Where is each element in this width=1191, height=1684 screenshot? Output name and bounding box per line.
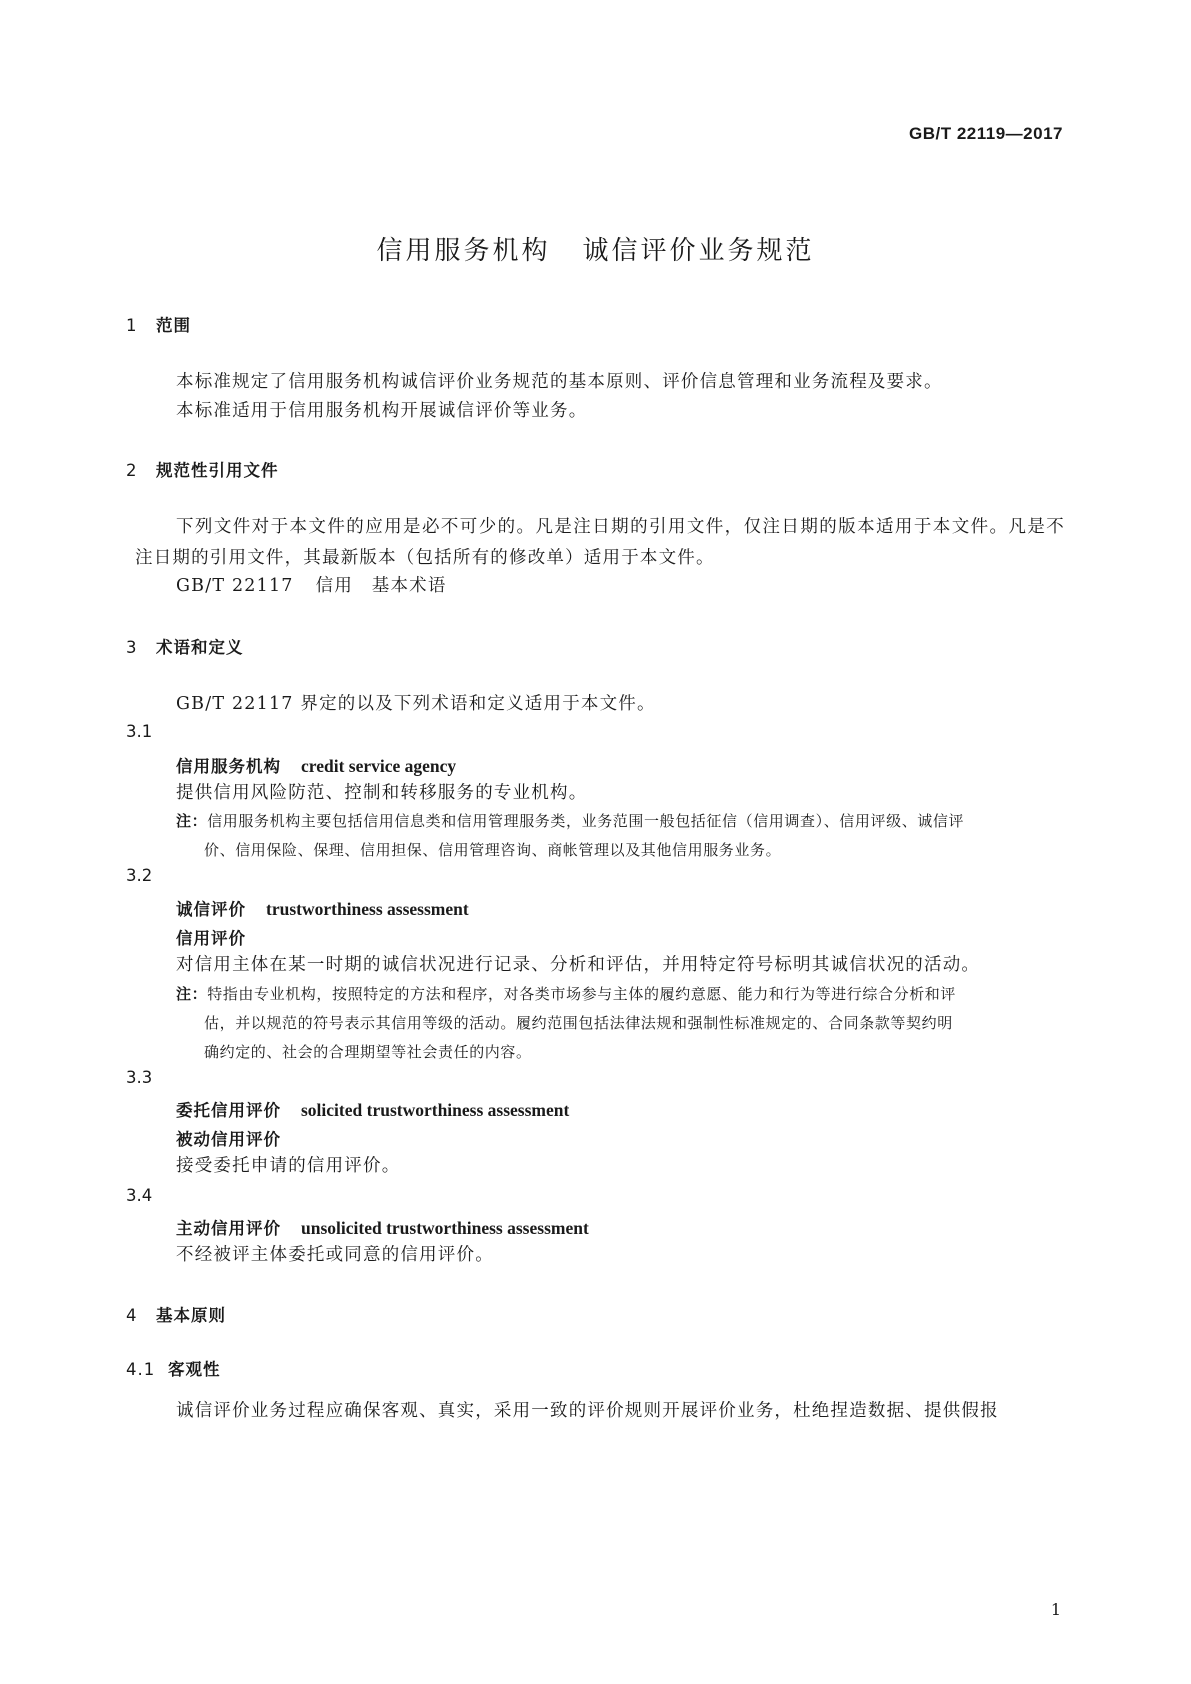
section-number: 1 (126, 316, 138, 335)
normative-reference (176, 571, 447, 602)
term-en: credit service agency (301, 756, 457, 776)
term-note (176, 980, 1064, 1067)
note-label: 注： (176, 985, 208, 1003)
subsection-title: 客观性 (168, 1360, 221, 1379)
section-title: 规范性引用文件 (156, 461, 279, 480)
term-en: unsolicited trustworthiness assessment (301, 1218, 589, 1238)
section-3-heading (126, 634, 244, 658)
reference-code: GB/T 22117 (176, 576, 294, 596)
section-1-heading (126, 312, 191, 336)
term-en: solicited trustworthiness assessment (301, 1100, 570, 1120)
note-line: 确约定的、社会的合理期望等社会责任的内容。 (204, 1043, 532, 1061)
term-number: 3.1 (126, 722, 153, 741)
term-heading (176, 753, 456, 777)
section-title: 基本原则 (156, 1306, 226, 1325)
reference-name: 信用 基本术语 (315, 576, 447, 596)
section-1-paragraph-1: 本标准规定了信用服务机构诚信评价业务规范的基本原则、评价信息管理和业务流程及要求。 (176, 372, 943, 392)
section-2-heading (126, 457, 279, 481)
title-part-1: 信用服务机构 (376, 236, 551, 266)
title-part-2: 诚信评价业务规范 (582, 236, 815, 266)
term-number: 3.4 (126, 1186, 153, 1205)
note-line: 估，并以规范的符号表示其信用等级的活动。履约范围包括法律法规和强制性标准规定的、合同条款等契约明 (204, 1014, 953, 1032)
subsection-4-1-heading (126, 1356, 221, 1380)
term-synonym: 信用评价 (176, 929, 246, 948)
term-zh: 诚信评价 (176, 900, 246, 919)
term-definition: 不经被评主体委托或同意的信用评价。 (176, 1245, 494, 1265)
note-label: 注： (176, 812, 208, 830)
term-definition: 对信用主体在某一时期的诚信状况进行记录、分析和评估，并用特定符号标明其诚信状况的活动。 (176, 955, 981, 975)
section-1-paragraph-2: 本标准适用于信用服务机构开展诚信评价等业务。 (176, 401, 588, 421)
section-number: 3 (126, 638, 138, 657)
term-zh: 委托信用评价 (176, 1101, 281, 1120)
term-en: trustworthiness assessment (266, 899, 469, 919)
term-note (176, 807, 1064, 865)
page-number: 1 (1050, 1600, 1061, 1619)
term-heading (176, 1097, 569, 1121)
term-definition: 提供信用风险防范、控制和转移服务的专业机构。 (176, 783, 588, 803)
section-title: 范围 (156, 316, 191, 335)
term-zh: 主动信用评价 (176, 1219, 281, 1238)
section-title: 术语和定义 (156, 638, 244, 657)
subsection-number: 4.1 (126, 1360, 156, 1379)
term-synonym: 被动信用评价 (176, 1130, 281, 1149)
subsection-4-1-paragraph: 诚信评价业务过程应确保客观、真实，采用一致的评价规则开展评价业务，杜绝捏造数据、提供假报 (176, 1401, 999, 1421)
section-4-heading (126, 1302, 226, 1326)
term-number: 3.3 (126, 1068, 153, 1087)
note-line: 特指由专业机构，按照特定的方法和程序，对各类市场参与主体的履约意愿、能力和行为等进行综合分析和评 (207, 985, 957, 1003)
section-3-intro: GB/T 22117 界定的以及下列术语和定义适用于本文件。 (176, 694, 656, 714)
section-number: 4 (126, 1306, 138, 1325)
note-line: 信用服务机构主要包括信用信息类和信用管理服务类，业务范围一般包括征信（信用调查）、信用评级、诚信评 (207, 812, 965, 830)
note-line: 价、信用保险、保理、信用担保、信用管理咨询、商帐管理以及其他信用服务业务。 (204, 841, 782, 859)
term-heading (176, 896, 469, 920)
section-2-paragraph: 下列文件对于本文件的应用是必不可少的。凡是注日期的引用文件，仅注日期的版本适用于本文件。凡是不注日期的引用文件，其最新版本（包括所有的修改单）适用于本文件。 (135, 517, 1065, 568)
section-number: 2 (126, 461, 138, 480)
term-zh: 信用服务机构 (176, 757, 281, 776)
term-definition: 接受委托申请的信用评价。 (176, 1156, 401, 1176)
term-number: 3.2 (126, 866, 153, 885)
document-title (0, 230, 1191, 267)
term-heading (176, 1215, 589, 1239)
standard-number: GB/T 22119—2017 (909, 124, 1063, 143)
